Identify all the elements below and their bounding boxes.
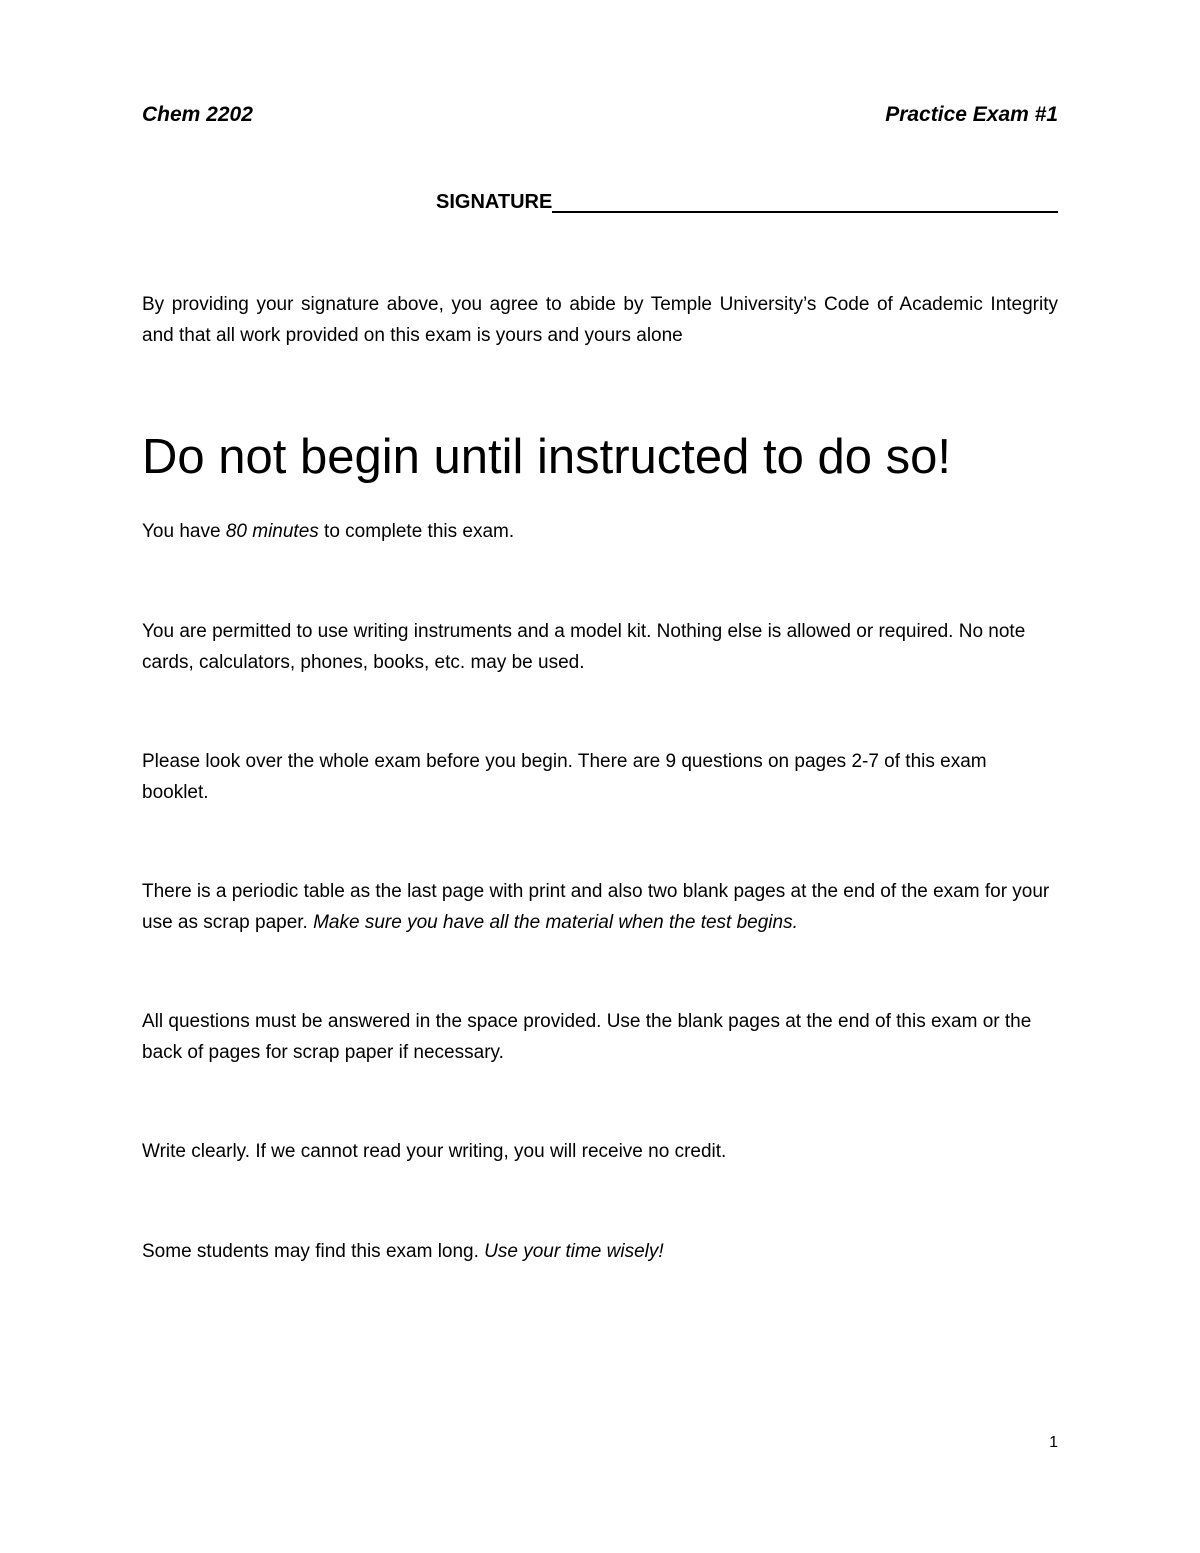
- overview-instruction: Please look over the whole exam before you begin. There are 9 questions on pages 2-7 of this exam booklet.: [142, 751, 987, 803]
- course-name: Chem 2202: [142, 103, 253, 126]
- periodic-table-text: There is a periodic table as the last page with print and also two blank pages at the end of the exam for your use as scrap paper.: [142, 881, 1050, 933]
- length-emphasis: Use your time wisely!: [484, 1241, 664, 1262]
- time-instruction: [142, 516, 1058, 547]
- integrity-statement: By providing your signature above, you agree to abide by Temple University’s Code of Academic Integrity and that all work provided on this exam is yours and yours alone: [142, 294, 1058, 346]
- page-number: 1: [1049, 1434, 1058, 1451]
- length-instruction: [142, 1236, 1058, 1267]
- time-text-before: You have: [142, 521, 226, 542]
- materials-instruction: You are permitted to use writing instruments and a model kit. Nothing else is allowed or required. No note cards, calculators, phones, books, etc. may be used.: [142, 621, 1026, 673]
- signature-line: [552, 211, 1058, 213]
- do-not-begin-banner: Do not begin until instructed to do so!: [142, 430, 952, 484]
- exam-title: Practice Exam #1: [885, 103, 1058, 126]
- periodic-table-instruction: [142, 876, 1058, 938]
- time-text-after: to complete this exam.: [318, 521, 515, 542]
- answers-instruction: All questions must be answered in the space provided. Use the blank pages at the end of this exam or the back of pages for scrap paper if necessary.: [142, 1011, 1032, 1063]
- length-text: Some students may find this exam long.: [142, 1241, 485, 1262]
- signature-field: [436, 186, 1058, 216]
- clarity-instruction: Write clearly. If we cannot read your writing, you will receive no credit.: [142, 1141, 727, 1162]
- signature-label: SIGNATURE: [436, 191, 553, 213]
- periodic-table-emphasis: Make sure you have all the material when the test begins.: [313, 912, 798, 933]
- time-emphasis: 80 minutes: [225, 521, 319, 542]
